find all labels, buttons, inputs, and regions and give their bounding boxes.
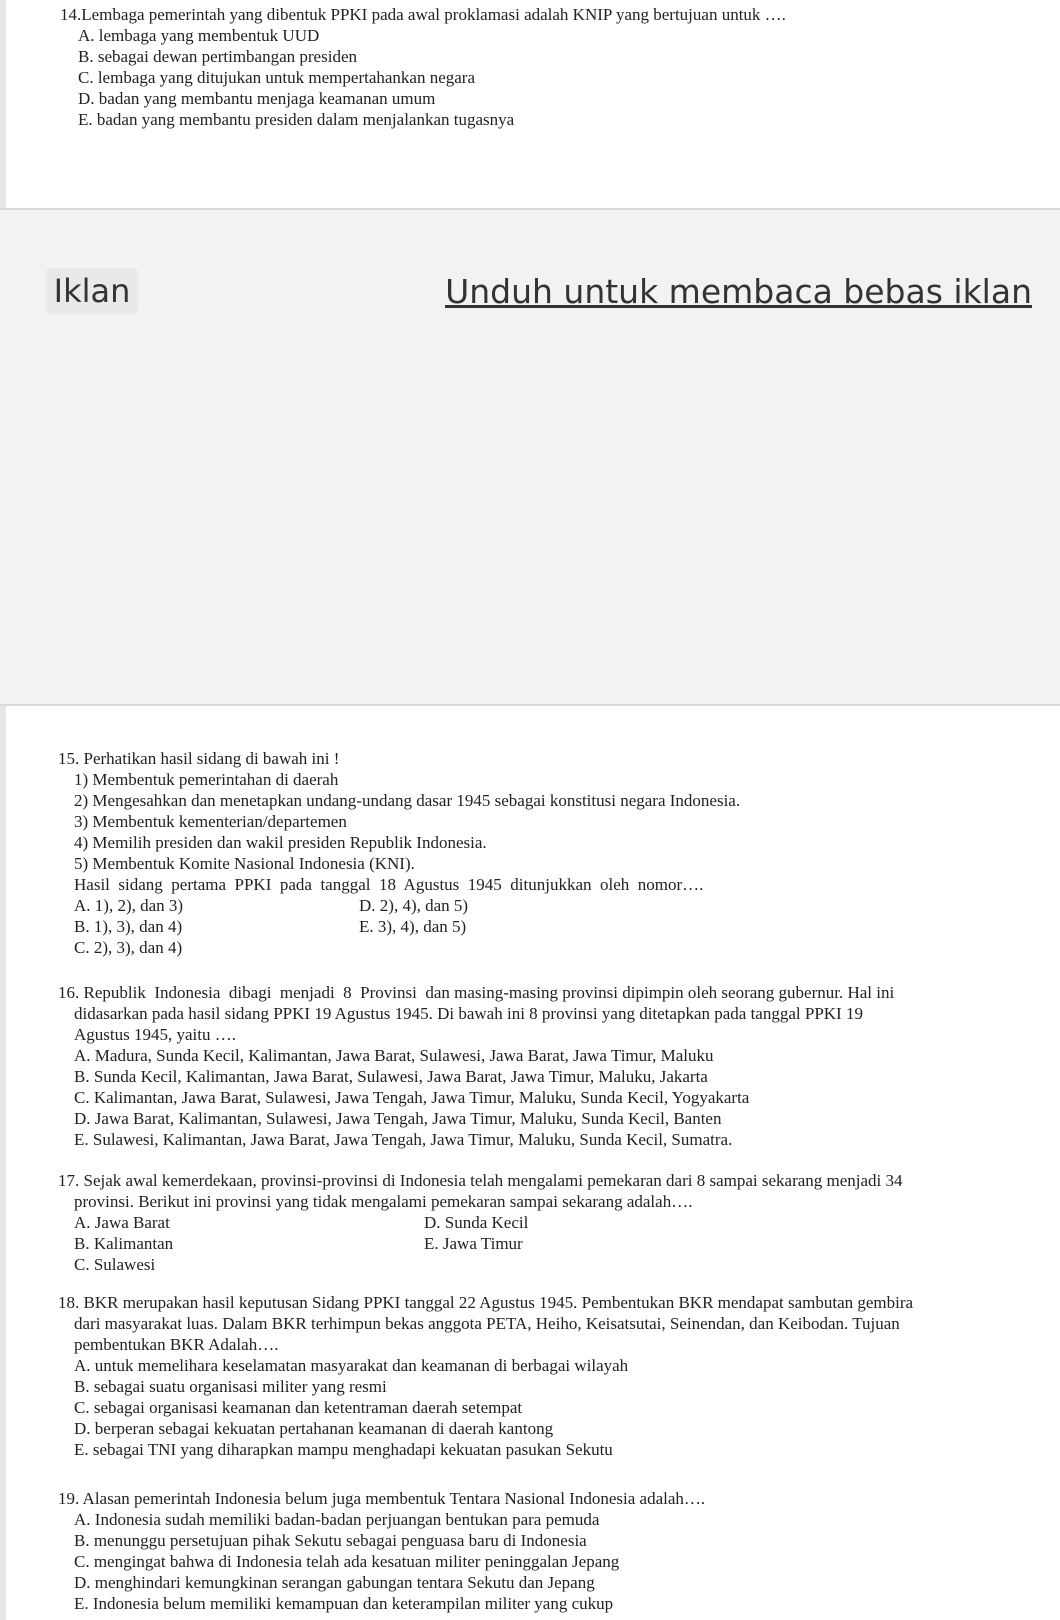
question-17-option-a: A. Jawa Barat [74,1213,170,1232]
question-16-option-e: E. Sulawesi, Kalimantan, Jawa Barat, Jawa Tengah, Jawa Timur, Maluku, Sunda Kecil, Sumatra. [74,1130,733,1149]
question-15-item-2: 2) Mengesahkan dan menetapkan undang-undang dasar 1945 sebagai konstitusi negara Indonesia. [74,791,741,810]
question-14-option-c: C. lembaga yang ditujukan untuk mempertahankan negara [78,68,476,87]
question-14-option-e: E. badan yang membantu presiden dalam menjalankan tugasnya [78,110,515,129]
question-15-option-c: C. 2), 3), dan 4) [74,938,183,957]
question-15-option-d: D. 2), 4), dan 5) [359,896,469,915]
question-18-stem-line-2: dari masyarakat luas. Dalam BKR terhimpun bekas anggota PETA, Heiho, Keisatsutai, Seinendan, dan Keibodan. Tujuan [74,1314,900,1333]
question-18-option-a: A. untuk memelihara keselamatan masyarakat dan keamanan di berbagai wilayah [74,1356,629,1375]
question-19-option-a: A. Indonesia sudah memiliki badan-badan perjuangan bentukan para pemuda [74,1510,600,1529]
question-16-option-a: A. Madura, Sunda Kecil, Kalimantan, Jawa Barat, Sulawesi, Jawa Barat, Jawa Timur, Maluku [74,1046,714,1065]
question-16 [58,982,1018,1150]
question-15 [58,748,1018,958]
ad-banner [0,208,1060,706]
question-17-option-b: B. Kalimantan [74,1234,174,1253]
question-14-option-a: A. lembaga yang membentuk UUD [78,26,320,45]
question-15-item-5: 5) Membentuk Komite Nasional Indonesia (KNI). [74,854,415,873]
ad-label: Iklan [46,268,138,314]
question-17-option-e: E. Jawa Timur [424,1234,523,1253]
question-19-option-e: E. Indonesia belum memiliki kemampuan dan keterampilan militer yang cukup [74,1594,614,1613]
question-16-stem-line-1: 16. Republik Indonesia dibagi menjadi 8 Provinsi dan masing-masing provinsi dipimpin oleh seorang gubernur. Hal ini [58,983,895,1002]
question-17-option-c: C. Sulawesi [74,1255,156,1274]
question-15-question: Hasil sidang pertama PPKI pada tanggal 18 Agustus 1945 ditunjukkan oleh nomor…. [74,875,704,894]
question-15-stem: 15. Perhatikan hasil sidang di bawah ini ! [58,749,340,768]
question-18-stem-line-3: pembentukan BKR Adalah…. [74,1335,279,1354]
question-15-item-1: 1) Membentuk pemerintahan di daerah [74,770,339,789]
question-16-option-b: B. Sunda Kecil, Kalimantan, Jawa Barat, Sulawesi, Jawa Barat, Jawa Timur, Maluku, Jakarta [74,1067,708,1086]
question-18-option-d: D. berperan sebagai kekuatan pertahanan keamanan di daerah kantong [74,1419,554,1438]
question-15-option-e: E. 3), 4), dan 5) [359,917,467,936]
question-14-option-d: D. badan yang membantu menjaga keamanan umum [78,89,436,108]
question-14-stem: 14.Lembaga pemerintah yang dibentuk PPKI pada awal proklamasi adalah KNIP yang bertujuan untuk …. [60,5,786,24]
question-19-option-b: B. menunggu persetujuan pihak Sekutu sebagai penguasa baru di Indonesia [74,1531,587,1550]
question-16-stem-line-2: didasarkan pada hasil sidang PPKI 19 Agustus 1945. Di bawah ini 8 provinsi yang ditetapkan pada tanggal PPKI 19 [74,1004,863,1023]
question-18-option-c: C. sebagai organisasi keamanan dan ketentraman daerah setempat [74,1398,523,1417]
question-17-stem-line-1: 17. Sejak awal kemerdekaan, provinsi-provinsi di Indonesia telah mengalami pemekaran dari 8 sampai sekarang menjadi 34 [58,1171,903,1190]
question-16-stem-line-3: Agustus 1945, yaitu …. [74,1025,236,1044]
question-16-option-d: D. Jawa Barat, Kalimantan, Sulawesi, Jawa Tengah, Jawa Timur, Maluku, Sunda Kecil, Banten [74,1109,722,1128]
question-19-option-c: C. mengingat bahwa di Indonesia telah ada kesatuan militer peninggalan Jepang [74,1552,620,1571]
question-17-option-d: D. Sunda Kecil [424,1213,529,1232]
question-19 [58,1488,1018,1614]
question-18-option-b: B. sebagai suatu organisasi militer yang resmi [74,1377,387,1396]
question-19-option-d: D. menghindari kemungkinan serangan gabungan tentara Sekutu dan Jepang [74,1573,595,1592]
question-15-item-4: 4) Memilih presiden dan wakil presiden Republik Indonesia. [74,833,487,852]
question-18-option-e: E. sebagai TNI yang diharapkan mampu menghadapi kekuatan pasukan Sekutu [74,1440,613,1459]
question-15-item-3: 3) Membentuk kementerian/departemen [74,812,347,831]
question-17-stem-line-2: provinsi. Berikut ini provinsi yang tidak mengalami pemekaran sampai sekarang adalah…. [74,1192,693,1211]
download-ad-free-link[interactable]: Unduh untuk membaca bebas iklan [445,271,1032,311]
question-14-option-b: B. sebagai dewan pertimbangan presiden [78,47,357,66]
question-16-option-c: C. Kalimantan, Jawa Barat, Sulawesi, Jawa Tengah, Jawa Timur, Maluku, Sunda Kecil, Yogyakarta [74,1088,750,1107]
question-14 [60,4,1020,130]
question-18-stem-line-1: 18. BKR merupakan hasil keputusan Sidang PPKI tanggal 22 Agustus 1945. Pembentukan BKR mendapat sambutan gembira [58,1293,914,1312]
question-15-option-b: B. 1), 3), dan 4) [74,917,183,936]
question-19-stem: 19. Alasan pemerintah Indonesia belum juga membentuk Tentara Nasional Indonesia adalah…. [58,1489,706,1508]
question-17 [58,1170,1018,1275]
question-15-option-a: A. 1), 2), dan 3) [74,896,184,915]
question-18 [58,1292,1018,1460]
